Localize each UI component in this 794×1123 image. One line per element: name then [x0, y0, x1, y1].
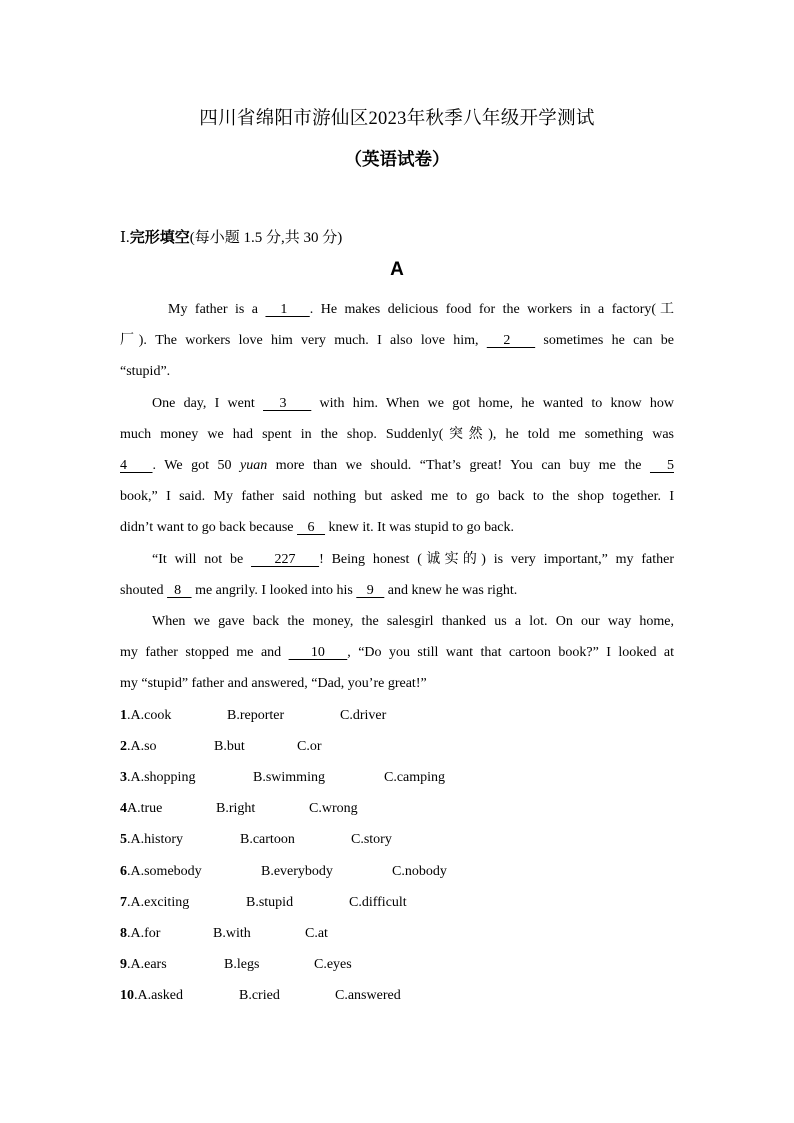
question-sep: . — [127, 708, 131, 723]
passage-line — [120, 423, 674, 447]
question-number: 3 — [120, 770, 127, 785]
question-sep: . — [127, 739, 131, 754]
passage-line — [120, 392, 674, 416]
option-b[interactable]: B.reporter — [227, 708, 285, 723]
passage-line — [120, 454, 674, 478]
question-number: 9 — [120, 957, 127, 972]
question-number: 4 — [120, 801, 127, 816]
section-heading — [120, 226, 342, 247]
text: and knew he was right. — [384, 583, 518, 598]
text: with him. When we got home, he wanted to know how — [311, 396, 674, 411]
passage-line — [120, 329, 674, 353]
question-7 — [120, 892, 407, 914]
blank-6: 6 — [297, 520, 326, 535]
text: “stupid”. — [120, 364, 171, 379]
text: . We got 50 — [152, 458, 240, 473]
blank-5: 5 — [649, 458, 674, 473]
question-sep: . — [127, 864, 131, 879]
passage-line — [120, 516, 674, 540]
section-note: (每小题 1.5 分,共 30 分) — [189, 230, 343, 246]
option-a[interactable]: A.history — [130, 832, 183, 847]
option-b[interactable]: B.cartoon — [240, 832, 295, 847]
option-c[interactable]: C.wrong — [309, 801, 358, 816]
option-a[interactable]: A.so — [130, 739, 157, 754]
text: my father stopped me and — [120, 645, 289, 660]
question-sep: . — [134, 988, 138, 1003]
option-b[interactable]: B.cried — [239, 988, 280, 1003]
exam-title: 四川省绵阳市游仙区2023年秋季八年级开学测试 — [199, 109, 595, 129]
option-a[interactable]: A.cook — [130, 708, 172, 723]
option-a[interactable]: A.for — [130, 926, 161, 941]
option-b[interactable]: B.legs — [224, 957, 260, 972]
passage-line — [120, 610, 674, 634]
text: . He makes delicious food for the workers in a factory(工 — [309, 302, 674, 317]
blank-2: 2 — [486, 333, 536, 348]
passage-line — [120, 641, 674, 665]
option-a[interactable]: A.true — [127, 801, 163, 816]
option-c[interactable]: C.nobody — [392, 864, 447, 879]
option-b[interactable]: B.with — [213, 926, 251, 941]
blank-4: 4 — [120, 458, 153, 473]
option-c[interactable]: C.story — [351, 832, 392, 847]
option-c[interactable]: C.or — [297, 739, 322, 754]
text: One day, I went — [152, 396, 264, 411]
text: book,” I said. My father said nothing but asked me to go back to the shop together. I — [120, 489, 674, 504]
option-c[interactable]: C.difficult — [349, 895, 407, 910]
question-3 — [120, 767, 446, 789]
question-sep: . — [127, 895, 131, 910]
option-a[interactable]: A.asked — [137, 988, 183, 1003]
question-number: 6 — [120, 864, 127, 879]
question-number: 5 — [120, 832, 127, 847]
question-number: 10 — [120, 988, 134, 1003]
question-8 — [120, 923, 328, 945]
question-1 — [120, 705, 387, 727]
option-c[interactable]: C.eyes — [314, 957, 352, 972]
option-a[interactable]: A.exciting — [130, 895, 190, 910]
passage-line — [120, 579, 674, 603]
blank-3: 3 — [263, 396, 312, 411]
question-sep: . — [127, 832, 131, 847]
blank-8: 8 — [167, 583, 192, 598]
section-number: Ⅰ. — [120, 230, 130, 246]
question-6 — [120, 861, 447, 883]
text: much money we had spent in the shop. Suddenly(突然), he told me something was — [120, 427, 674, 442]
question-number: 7 — [120, 895, 127, 910]
text: ! Being honest (诚实的) is very important,” my father — [319, 552, 675, 567]
passage-line — [120, 485, 674, 509]
option-a[interactable]: A.somebody — [130, 864, 202, 879]
text: my “stupid” father and answered, “Dad, you’re great!” — [120, 676, 427, 691]
text: 厂). The workers love him very much. I also love him, — [120, 333, 487, 348]
option-b[interactable]: B.right — [216, 801, 256, 816]
option-c[interactable]: C.answered — [335, 988, 401, 1003]
blank-10: 10 — [288, 645, 348, 660]
question-sep: . — [127, 957, 131, 972]
question-4 — [120, 798, 358, 820]
text: sometimes he can be — [535, 333, 674, 348]
option-c[interactable]: C.camping — [384, 770, 446, 785]
option-a[interactable]: A.shopping — [130, 770, 196, 785]
blank-7: 227 — [251, 552, 320, 567]
question-10 — [120, 985, 401, 1007]
text: , “Do you still want that cartoon book?” I looked at — [347, 645, 674, 660]
option-c[interactable]: C.driver — [340, 708, 387, 723]
text: didn’t want to go back because — [120, 520, 298, 535]
question-number: 8 — [120, 926, 127, 941]
text: “It will not be — [152, 552, 252, 567]
option-b[interactable]: B.but — [214, 739, 245, 754]
option-b[interactable]: B.stupid — [246, 895, 294, 910]
option-c[interactable]: C.at — [305, 926, 328, 941]
option-b[interactable]: B.swimming — [253, 770, 325, 785]
exam-subtitle: （英语试卷） — [344, 149, 450, 169]
passage-line — [120, 672, 674, 696]
question-sep: . — [127, 770, 131, 785]
text: me angrily. I looked into his — [191, 583, 357, 598]
question-number: 2 — [120, 739, 127, 754]
text: more than we should. “That’s great! You can buy me the — [267, 458, 650, 473]
passage-line — [120, 548, 674, 572]
text-yuan: yuan — [239, 458, 268, 473]
question-number: 1 — [120, 708, 127, 723]
option-b[interactable]: B.everybody — [261, 864, 333, 879]
text: shouted — [120, 583, 168, 598]
passage-label: A — [390, 259, 404, 280]
question-2 — [120, 736, 322, 758]
passage-line — [120, 298, 674, 322]
option-a[interactable]: A.ears — [130, 957, 167, 972]
question-5 — [120, 829, 392, 851]
text: My father is a — [168, 302, 266, 317]
question-9 — [120, 954, 352, 976]
text: When we gave back the money, the salesgirl thanked us a lot. On our way home, — [152, 614, 674, 629]
passage-line — [120, 360, 674, 384]
blank-1: 1 — [265, 302, 310, 317]
text: knew it. It was stupid to go back. — [325, 520, 515, 535]
question-sep: . — [127, 926, 131, 941]
blank-9: 9 — [356, 583, 385, 598]
section-name: 完形填空 — [129, 230, 190, 246]
